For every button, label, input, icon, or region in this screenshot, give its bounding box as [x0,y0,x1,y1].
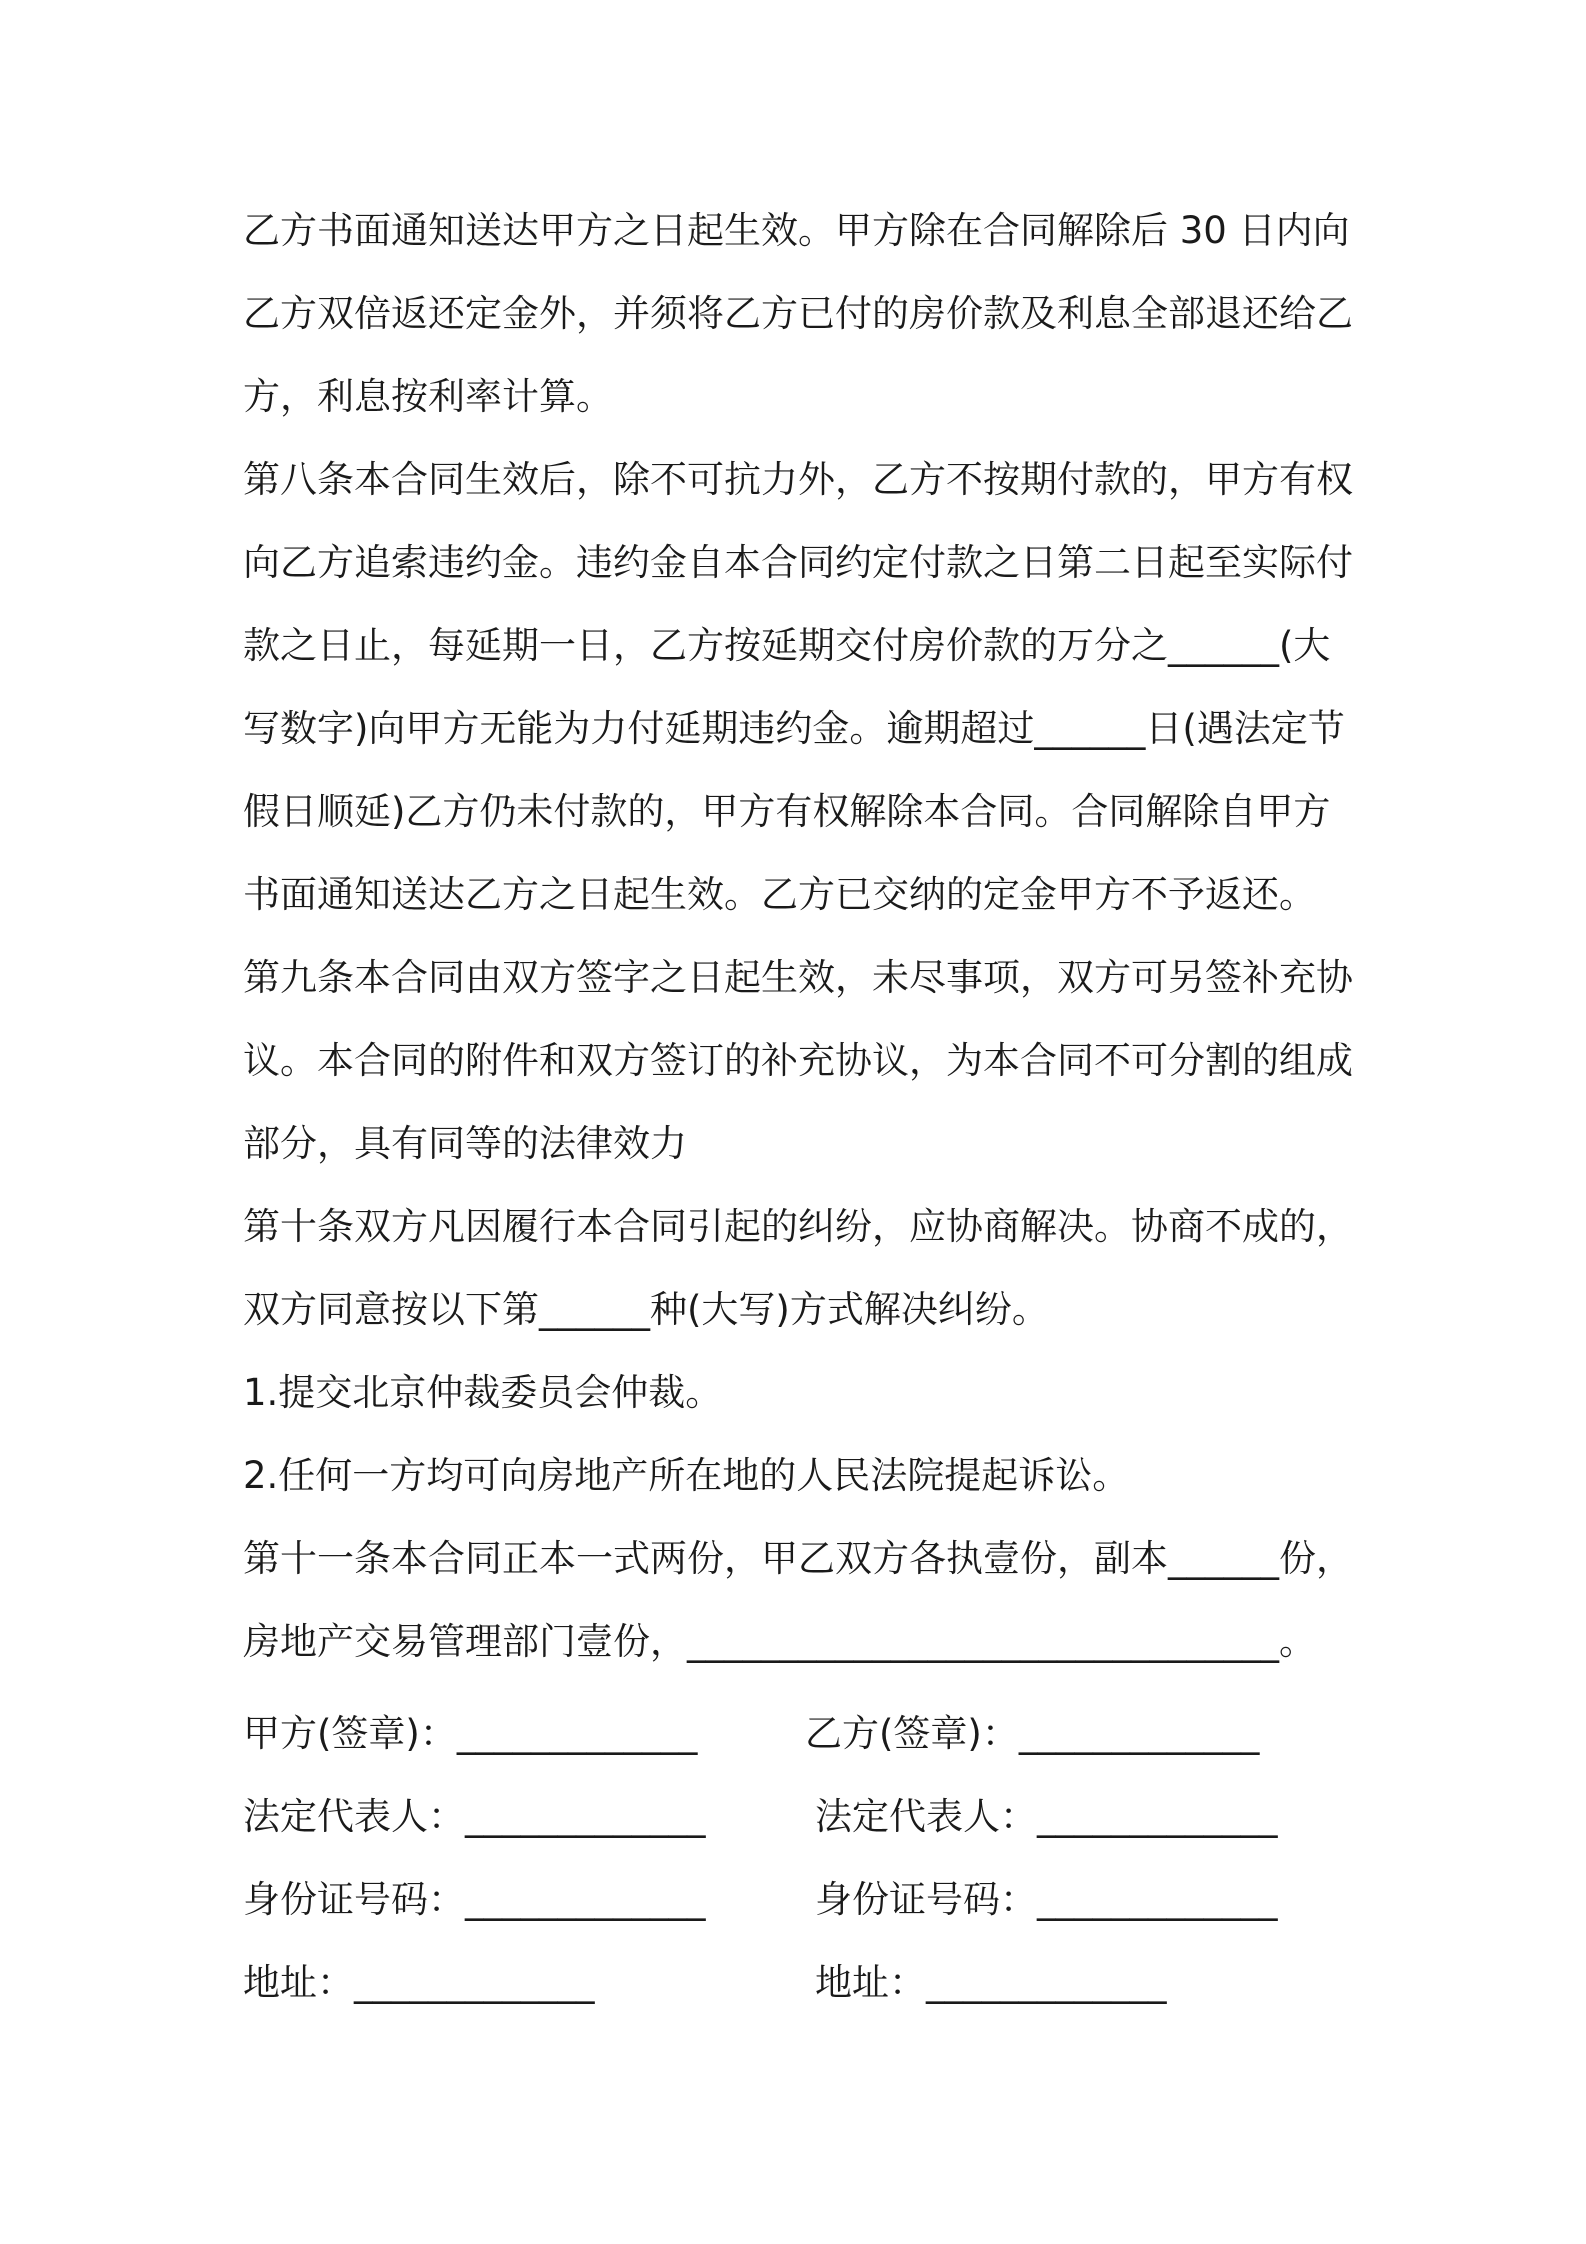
body-line: 乙方书面通知送达甲方之日起生效。甲方除在合同解除后 30 日内向 [243,209,1350,252]
party-a-representative: 法定代表人：_____________ [243,1795,706,1838]
party-a-address: 地址：_____________ [243,1961,595,2004]
body-line: 部分，具有同等的法律效力 [243,1122,687,1165]
article-8-line: 第八条本合同生效后，除不可抗力外，乙方不按期付款的，甲方有权 [243,458,1353,501]
party-b-representative: 法定代表人：_____________ [815,1795,1278,1838]
body-line: 向乙方追索违约金。违约金自本合同约定付款之日第二日起至实际付 [243,541,1353,584]
party-b-signature: 乙方(签章)：_____________ [805,1712,1260,1755]
body-line: 假日顺延)乙方仍未付款的，甲方有权解除本合同。合同解除自甲方 [243,790,1331,833]
article-11-line: 第十一条本合同正本一式两份，甲乙双方各执壹份，副本______份， [243,1537,1353,1580]
party-a-signature: 甲方(签章)：_____________ [243,1712,698,1755]
body-line: 乙方双倍返还定金外，并须将乙方已付的房价款及利息全部退还给乙 [243,292,1353,335]
article-10-line: 第十条双方凡因履行本合同引起的纠纷，应协商解决。协商不成的， [243,1205,1353,1248]
body-line: 议。本合同的附件和双方签订的补充协议，为本合同不可分割的组成 [243,1039,1353,1082]
party-b-id-number: 身份证号码：_____________ [815,1878,1278,1921]
article-9-line: 第九条本合同由双方签字之日起生效，未尽事项，双方可另签补充协 [243,956,1353,999]
body-line: 方，利息按利率计算。 [243,375,613,418]
body-line: 书面通知送达乙方之日起生效。乙方已交纳的定金甲方不予返还。 [243,873,1316,916]
body-line: 写数字)向甲方无能为力付延期违约金。逾期超过______日(遇法定节 [243,707,1345,750]
party-a-id-number: 身份证号码：_____________ [243,1878,706,1921]
body-line: 房地产交易管理部门壹份，________________________________。 [243,1620,1316,1663]
body-line: 款之日止，每延期一日，乙方按延期交付房价款的万分之______(大 [243,624,1331,667]
list-item: 2.任何一方均可向房地产所在地的人民法院提起诉讼。 [243,1454,1130,1497]
list-item: 1.提交北京仲裁委员会仲裁。 [243,1371,723,1414]
body-line: 双方同意按以下第______种(大写)方式解决纠纷。 [243,1288,1049,1331]
party-b-address: 地址：_____________ [815,1961,1167,2004]
